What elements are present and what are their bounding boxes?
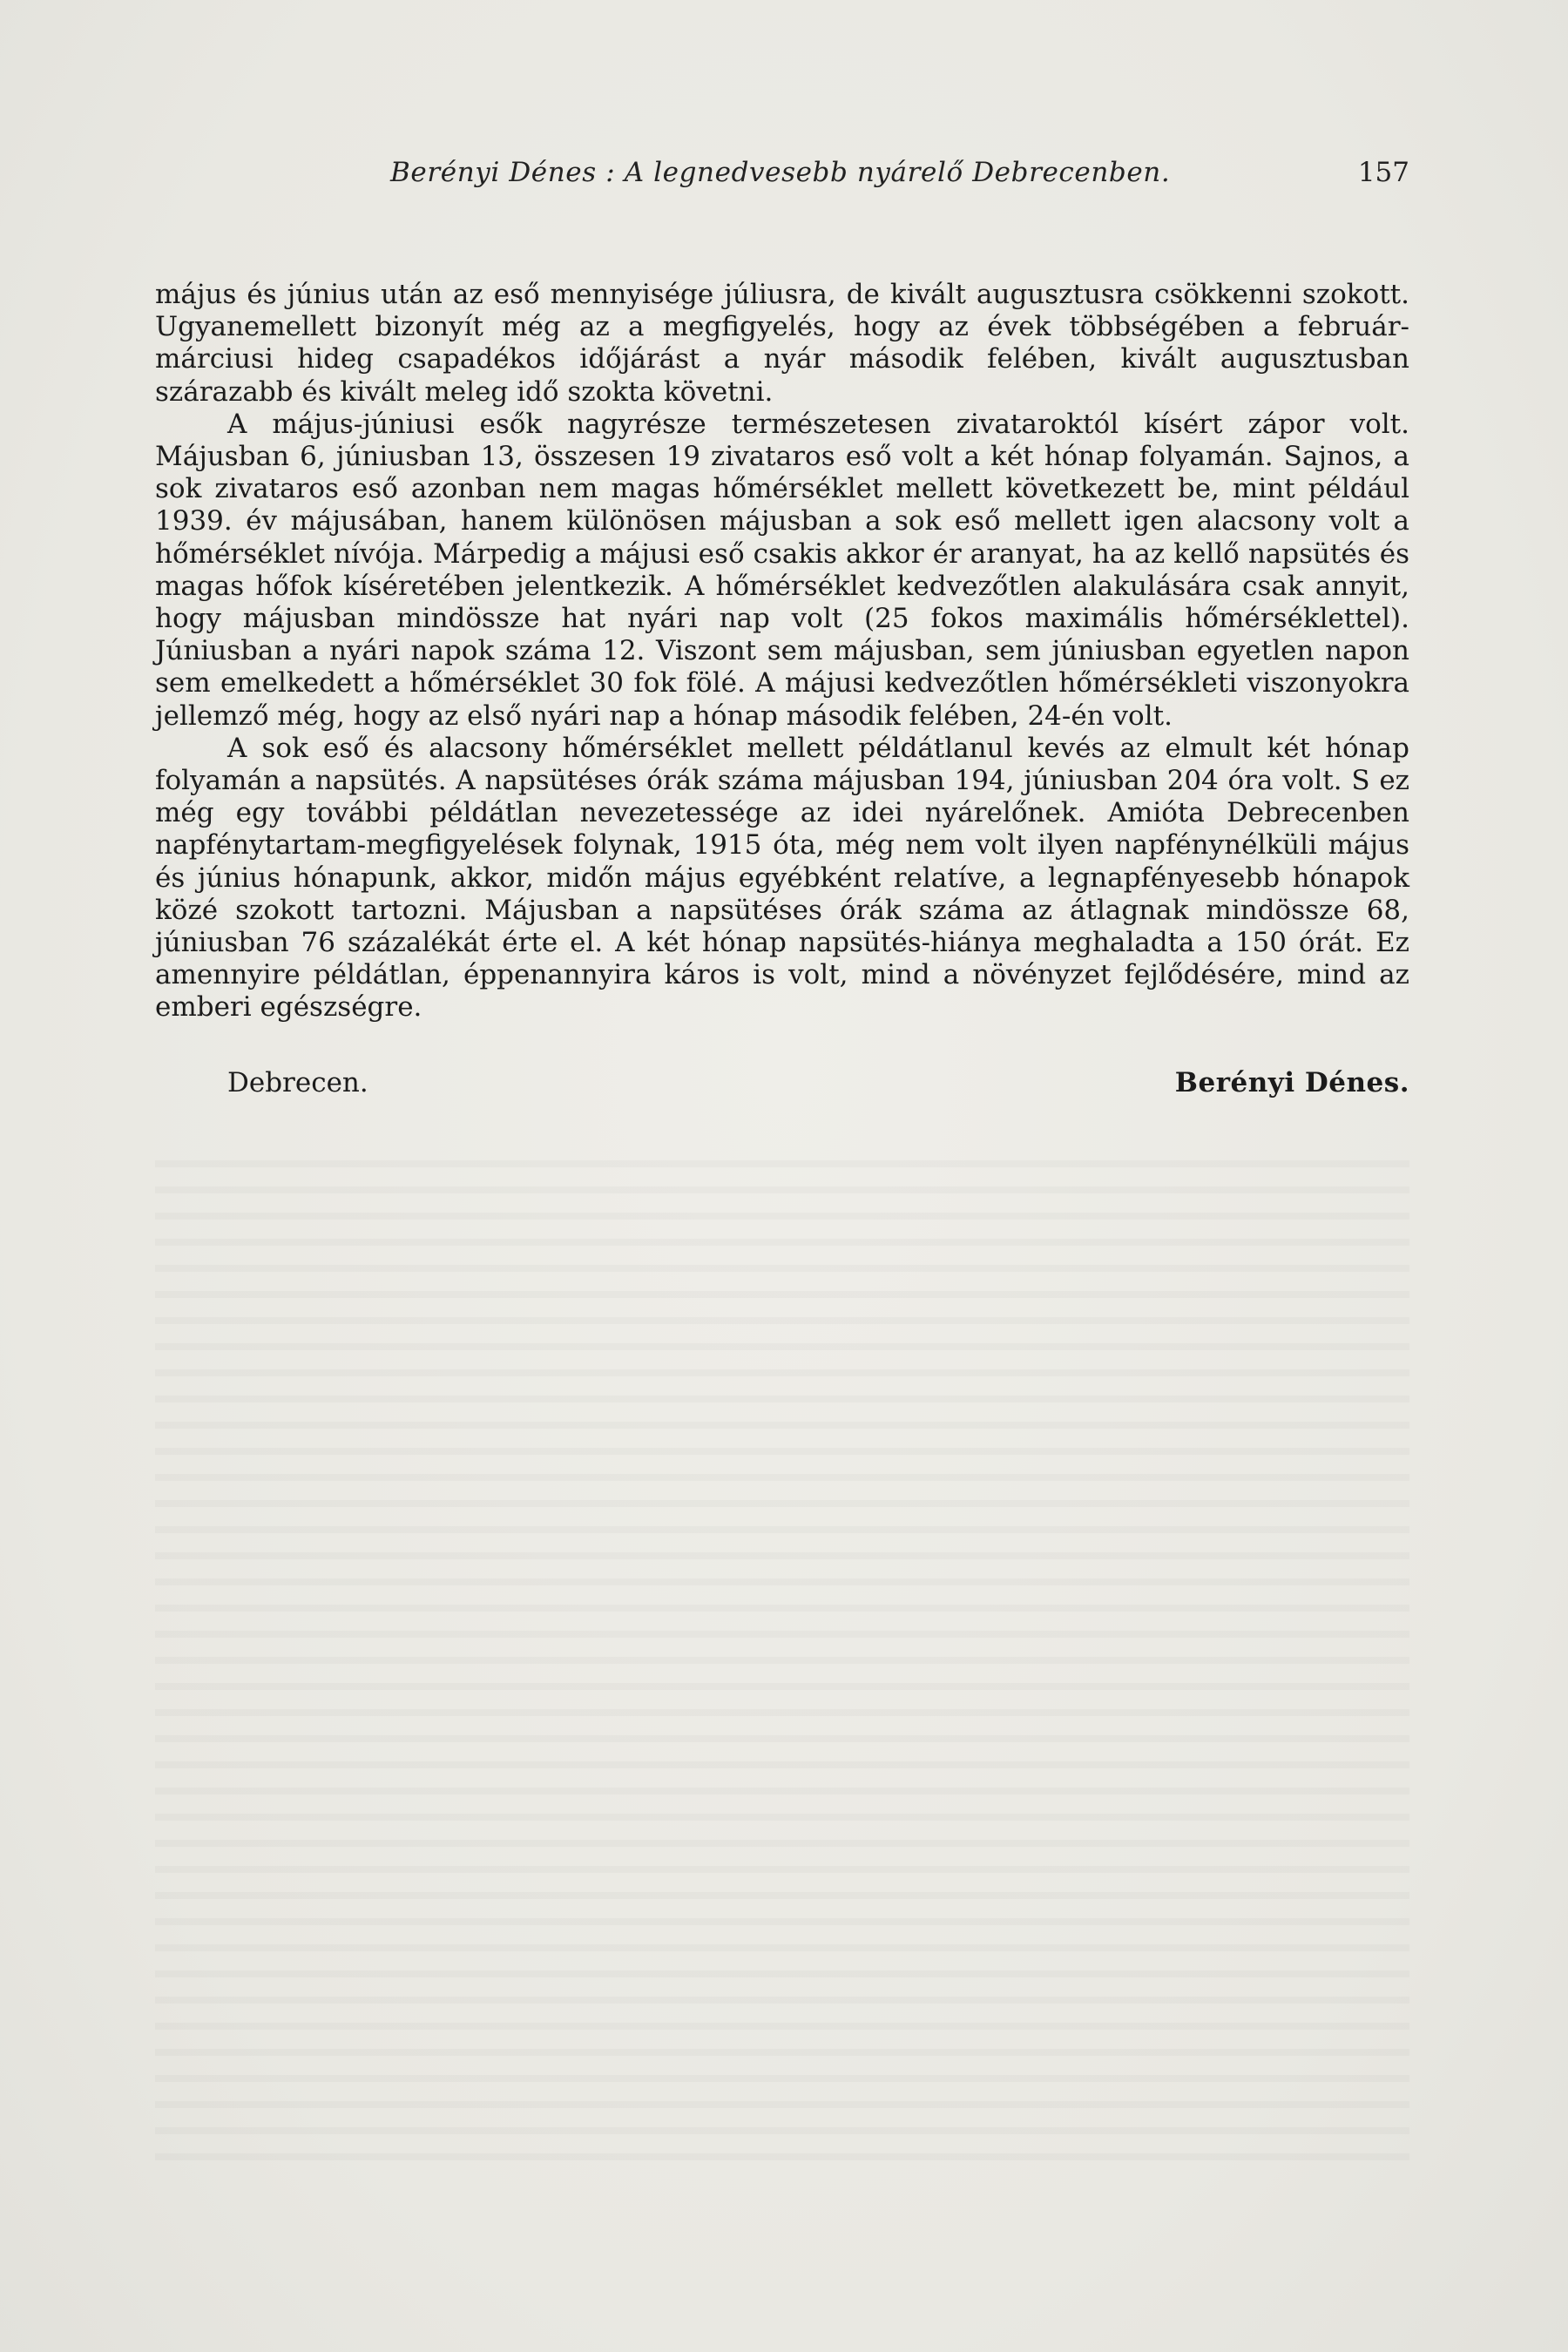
show-through-texture xyxy=(155,1141,1409,2169)
signature-line xyxy=(155,1067,1409,1104)
page-number: 157 xyxy=(1357,157,1409,188)
running-head xyxy=(155,157,1409,199)
paragraph-continuation: május és június után az eső mennyisége júliusra, de kivált augusztusra csökkenni szokott. Ugyanemellett bizonyít még az a megfigyelés, hogy az évek többségében a február-márciusi hideg csapadékos időjárást a nyár második felében, kivált augusztusban szárazabb és kivált meleg idő szokta követni. xyxy=(155,279,1409,408)
running-title: Berényi Dénes : A legnedvesebb nyárelő Debrecenben. xyxy=(390,157,1171,188)
signature-place: Debrecen. xyxy=(227,1067,368,1098)
paragraph-storms: A május-júniusi esők nagyrésze természetesen zivataroktól kísért zápor volt. Májusban 6, júniusban 13, összesen 19 zivataros eső volt a két hónap folyamán. Sajnos, a sok zivataros eső azonban nem magas hőmérséklet mellett következett be, mint például 1939. év májusában, hanem különösen májusban a sok eső mellett igen alacsony volt a hőmérséklet nívója. Márpedig a májusi eső csakis akkor ér aranyat, ha az kellő napsütés és magas hőfok kíséretében jelentkezik. A hőmérséklet kedvezőtlen alakulására csak annyit, hogy májusban mindössze hat nyári nap volt (25 fokos maximális hőmérséklettel). Júniusban a nyári napok száma 12. Viszont sem májusban, sem júniusban egyetlen napon sem emelkedett a hőmérséklet 30 fok fölé. A májusi kedvezőtlen hőmérsékleti viszonyokra jellemző még, hogy az első nyári nap a hónap második felében, 24-én volt. xyxy=(155,408,1409,732)
paragraph-sunshine: A sok eső és alacsony hőmérséklet mellett példátlanul kevés az elmult két hónap folyamán a napsütés. A napsütéses órák száma májusban 194, júniusban 204 óra volt. S ez még egy további példátlan nevezetessége az idei nyárelőnek. Amióta Debrecenben napfénytartam-megfigyelések folynak, 1915 óta, még nem volt ilyen napfénynélküli május és június hónapunk, akkor, midőn május egyébként relatíve, a legnapfényesebb hónapok közé szokott tartozni. Májusban a napsütéses órák száma az átlagnak mindössze 68, júniusban 76 százalékát érte el. A két hónap napsütés-hiánya meghaladta a 150 órát. Ez amennyire példátlan, éppenannyira káros is volt, mind a növényzet fejlődésére, mind az emberi egészségre. xyxy=(155,732,1409,1024)
article-body xyxy=(155,279,1409,1024)
signature-author: Berényi Dénes. xyxy=(1174,1067,1409,1098)
